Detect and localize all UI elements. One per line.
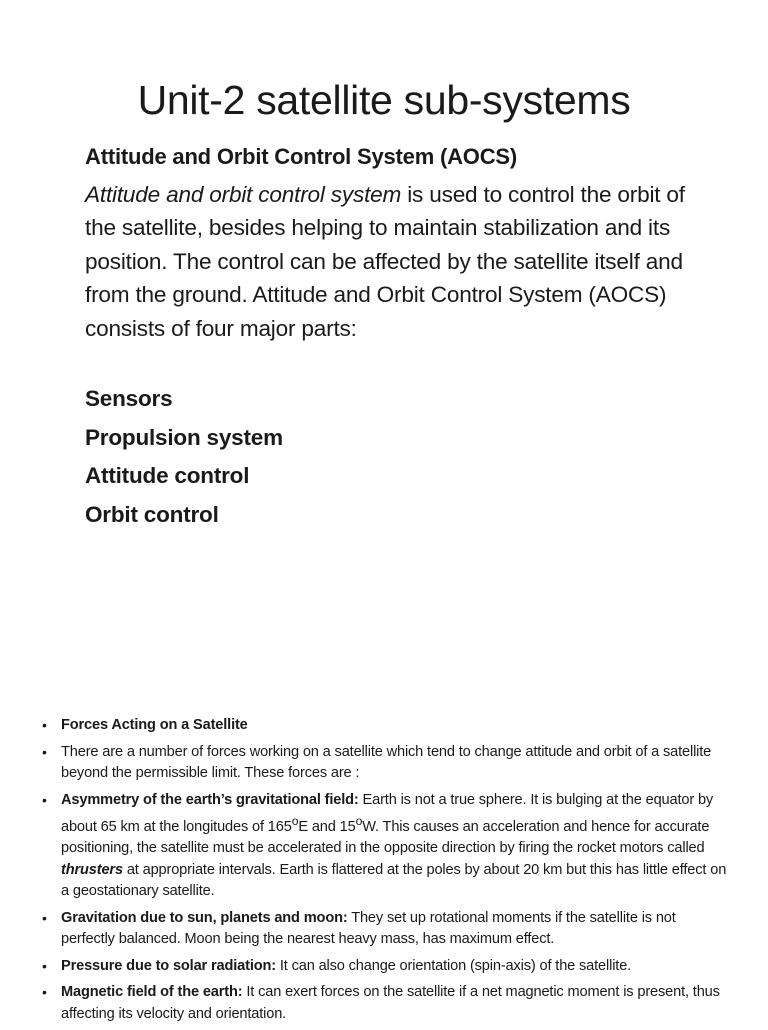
- gravitational-asymmetry-label: Asymmetry of the earth’s gravitational field:: [61, 791, 359, 808]
- bullet-icon: •: [42, 791, 47, 808]
- slide-forces: [0, 576, 768, 1024]
- bullet-icon: •: [42, 743, 47, 760]
- aocs-intro-paragraph: [85, 178, 685, 345]
- gravitational-text-c: W. This causes an acceleration and hence for accurate positioning, the satellite must be accelerated in the opposite direction by firing the rocket motors called: [61, 818, 710, 857]
- aocs-parts-list: [85, 380, 283, 534]
- bullet-forces-heading: [42, 715, 732, 737]
- magnetic-field-text: It can exert forces on the satellite if a net magnetic moment is present, thus affecting its velocity and orientation.: [61, 984, 720, 1022]
- bullet-icon: •: [42, 957, 47, 974]
- gravitational-text-a: Earth is not a true sphere. It is bulging at the equator by about 65 km at the longitudes of 165: [61, 791, 714, 835]
- forces-intro-text: There are a number of forces working on a satellite which tend to change attitude and orbit of a satellite beyond the permissible limit. These forces are :: [61, 743, 712, 781]
- magnetic-field-label: Magnetic field of the earth:: [61, 984, 243, 1001]
- slide-title: Unit-2 satellite sub-systems: [137, 77, 631, 123]
- intro-text: is used to control the orbit of the satellite, besides helping to maintain stabilization and its position. The control can be affected by the satellite itself and from the ground. Attitude and Orbit Control System (AOCS) consists of four major parts:: [85, 182, 685, 341]
- bullet-magnetic-field: [42, 982, 732, 1025]
- solar-radiation-label: Pressure due to solar radiation:: [61, 957, 276, 974]
- forces-bullet-list: [42, 715, 732, 1030]
- part-propulsion-system: Propulsion system: [85, 424, 283, 450]
- part-attitude-control: Attitude control: [85, 463, 250, 488]
- bullet-gravitation-sun-moon: [42, 908, 732, 951]
- bullet-solar-radiation: [42, 956, 732, 978]
- bullet-gravitational-asymmetry: [42, 790, 732, 903]
- bullet-icon: •: [42, 717, 47, 733]
- intro-italic-term: Attitude and orbit control system: [85, 182, 402, 207]
- solar-radiation-text: It can also change orientation (spin-axis) of the satellite.: [275, 957, 632, 974]
- aocs-heading: Attitude and Orbit Control System (AOCS): [85, 144, 518, 169]
- bullet-icon: •: [42, 909, 47, 926]
- degree-sup: o: [291, 814, 299, 828]
- gravitational-text-b: E and 15: [298, 818, 356, 835]
- gravitation-text: They set up rotational moments if the satellite is not perfectly balanced. Moon being the nearest heavy mass, has maximum effect.: [61, 909, 676, 948]
- forces-heading: Forces Acting on a Satellite: [61, 717, 248, 733]
- gravitation-label: Gravitation due to sun, planets and moon:: [61, 909, 348, 926]
- gravitational-text-d: at appropriate intervals. Earth is flattered at the poles by about 20 km but this has little effect on a geostationary satellite.: [61, 861, 727, 900]
- part-orbit-control: Orbit control: [85, 501, 219, 527]
- degree-sup: o: [355, 814, 363, 828]
- bullet-icon: •: [42, 984, 47, 1001]
- thrusters-term: thrusters: [61, 861, 123, 878]
- bullet-forces-intro: [42, 742, 732, 785]
- part-sensors: Sensors: [85, 386, 173, 411]
